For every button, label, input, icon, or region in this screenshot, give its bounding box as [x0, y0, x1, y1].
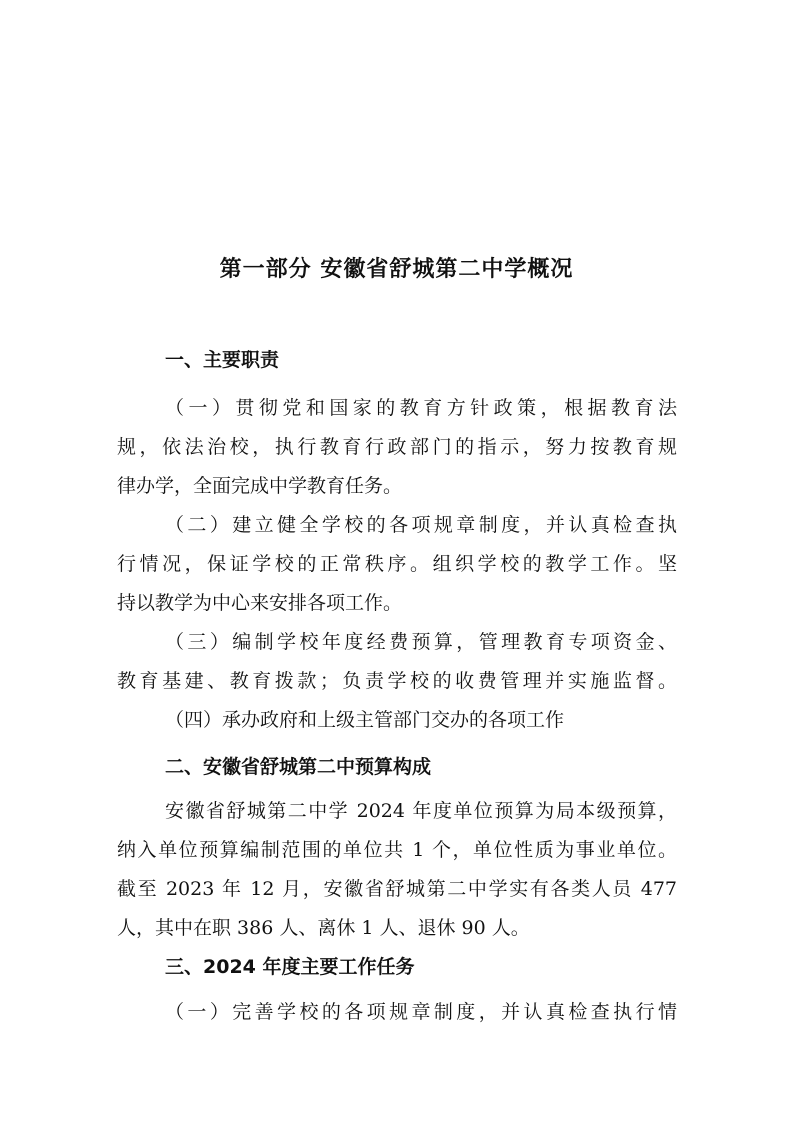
- section-2-heading: 二、安徽省舒城第二中预算构成: [165, 756, 432, 778]
- section-1-line: 规，依法治校，执行教育行政部门的指示，努力按教育规: [117, 436, 677, 458]
- section-1-line: （四）承办政府和上级主管部门交办的各项工作: [165, 709, 565, 731]
- section-2-line: 纳入单位预算编制范围的单位共 1 个，单位性质为事业单位。: [117, 839, 677, 861]
- page-title: 第一部分 安徽省舒城第二中学概况: [219, 257, 574, 282]
- section-2-line: 截至 2023 年 12 月，安徽省舒城第二中学实有各类人员 477: [117, 878, 677, 900]
- section-1-line: 行情况，保证学校的正常秩序。组织学校的教学工作。坚: [117, 553, 677, 575]
- section-1-heading: 一、主要职责: [165, 349, 280, 371]
- section-1-line: （一）贯彻党和国家的教育方针政策，根据教育法: [165, 397, 677, 419]
- section-1-line: （二）建立健全学校的各项规章制度，并认真检查执: [165, 514, 677, 536]
- section-1-line: 教育基建、教育拨款；负责学校的收费管理并实施监督。: [117, 670, 677, 692]
- section-3-line: （一）完善学校的各项规章制度，并认真检查执行情: [165, 1001, 677, 1023]
- section-3-heading: 三、2024 年度主要工作任务: [165, 956, 415, 978]
- section-1-line: （三）编制学校年度经费预算，管理教育专项资金、: [165, 631, 677, 653]
- section-2-line: 安徽省舒城第二中学 2024 年度单位预算为局本级预算，: [165, 800, 677, 822]
- section-2-line: 人，其中在职 386 人、离休 1 人、退休 90 人。: [117, 917, 530, 939]
- section-1-line: 律办学，全面完成中学教育任务。: [117, 475, 403, 497]
- section-1-line: 持以教学为中心来安排各项工作。: [117, 592, 403, 614]
